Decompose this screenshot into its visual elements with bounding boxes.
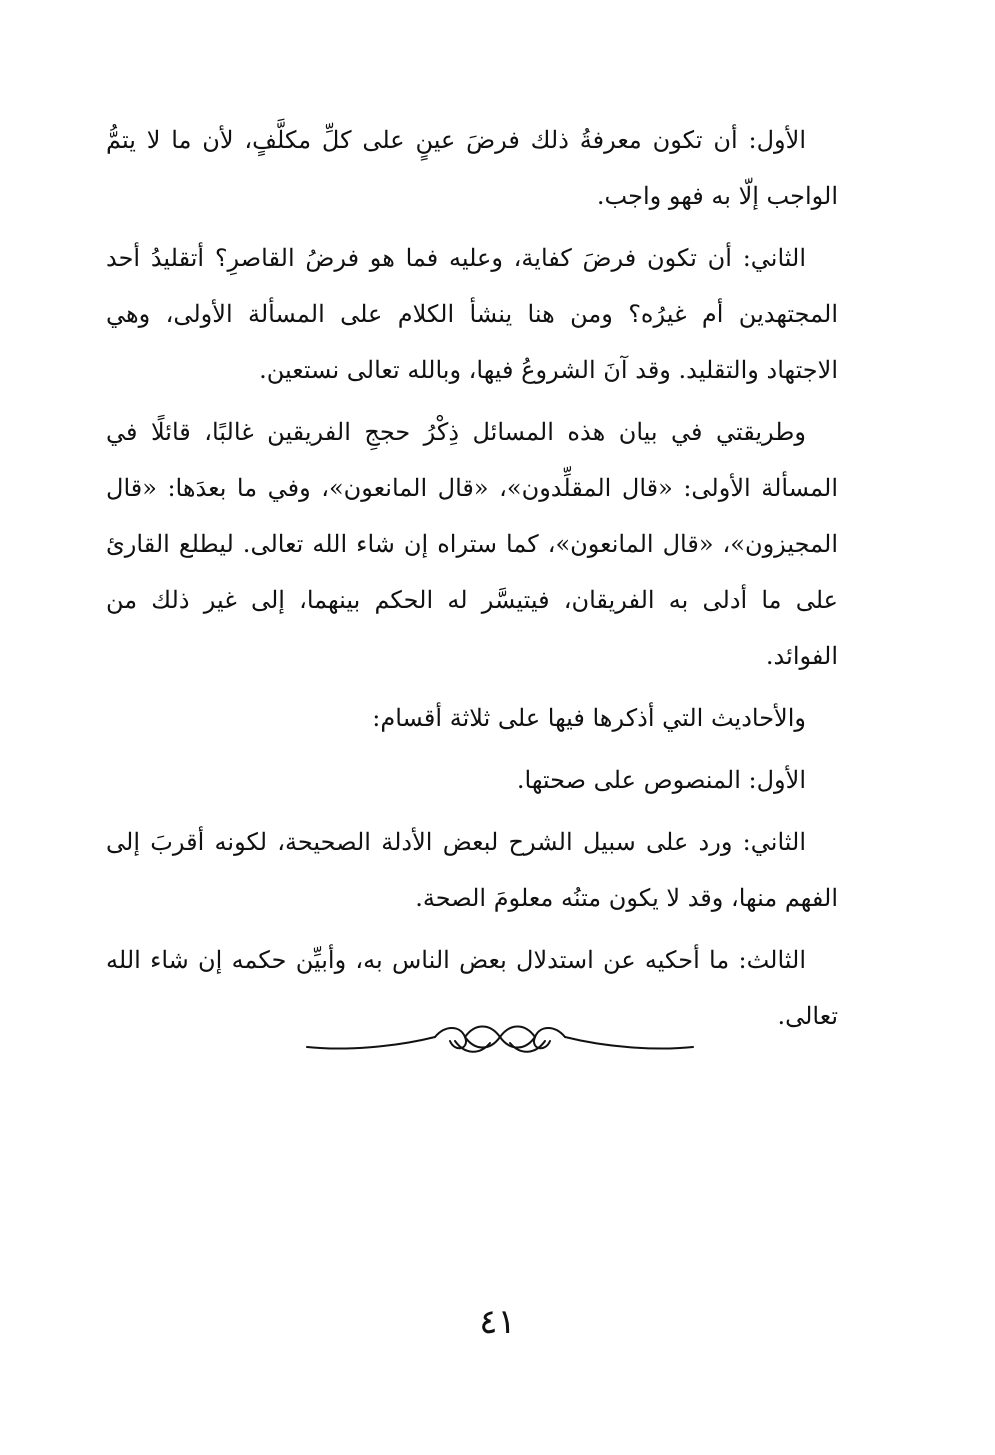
page-number: ٤١ bbox=[479, 1302, 516, 1342]
paragraph-first-section: الأول: أن تكون معرفةُ ذلك فرضَ عينٍ على كلِّ مكلَّفٍ، لأن ما لا يتمُّ الواجب إلّا به فهو واجب. bbox=[106, 126, 838, 210]
paragraph-hadith-first: الأول: المنصوص على صحتها. bbox=[516, 766, 806, 794]
paragraph-hadith-intro: والأحاديث التي أذكرها فيها على ثلاثة أقسام: bbox=[372, 704, 806, 732]
paragraph-second-section: الثاني: أن تكون فرضَ كفاية، وعليه فما هو فرضُ القاصرِ؟ أتقليدُ أحد المجتهدين أم غيرُه؟ ومن هنا ينشأ الكلام على المسألة الأولى، وهي الاجتهاد والتقليد. وقد آنَ الشروعُ فيها، وبالله تعالى نستعين. bbox=[106, 244, 838, 384]
ornament-divider bbox=[305, 1015, 695, 1065]
paragraph-hadith-third: الثالث: ما أحكيه عن استدلال بعض الناس به، وأبيِّن حكمه إن شاء الله تعالى. bbox=[106, 946, 838, 1030]
body-text bbox=[106, 112, 838, 1050]
paragraph-hadith-second: الثاني: ورد على سبيل الشرح لبعض الأدلة الصحيحة، لكونه أقربَ إلى الفهم منها، وقد لا يكون متنُه معلومَ الصحة. bbox=[106, 828, 838, 912]
paragraph-method: وطريقتي في بيان هذه المسائل ذِكْرُ حججِ الفريقين غالبًا، قائلًا في المسألة الأولى: «قال المقلِّدون»، «قال المانعون»، وفي ما بعدَها: «قال المجيزون»، «قال المانعون»، كما ستراه إن شاء الله تعالى. ليطلع القارئ على ما أدلى به الفريقان، فيتيسَّر له الحكم بينهما، إلى غير ذلك من الفوائد. bbox=[106, 418, 838, 670]
